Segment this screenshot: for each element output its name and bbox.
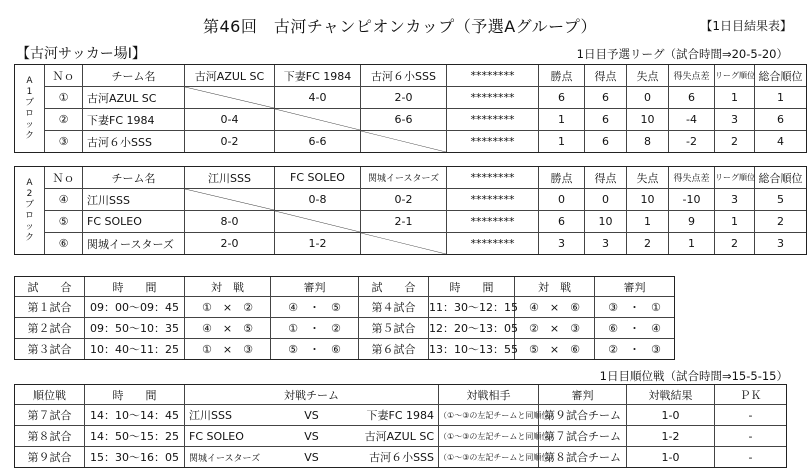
- block-a1-table: [14, 64, 807, 153]
- mask-cell: ********: [447, 189, 539, 211]
- points: 1: [539, 131, 585, 153]
- header-opp2: 下妻FC 1984: [275, 65, 361, 87]
- goal-diff: 6: [669, 87, 715, 109]
- league-rank: 2: [715, 233, 755, 255]
- header-result: 対戦結果: [627, 385, 715, 405]
- referee: ⑤ ・ ⑥: [271, 339, 359, 360]
- overall-rank: 4: [755, 131, 807, 153]
- goals-against: 10: [627, 189, 669, 211]
- league-rank: 3: [715, 189, 755, 211]
- header-time: 時 間: [429, 277, 515, 297]
- match-result: 0-2: [361, 189, 447, 211]
- team-number: ③: [45, 131, 83, 153]
- away-team: 古河AZUL SC: [347, 426, 439, 447]
- referee: 第７試合チーム: [539, 426, 627, 447]
- match-label: 第１試合: [15, 297, 85, 318]
- vs-label: VS: [277, 447, 347, 468]
- league-rank: 1: [715, 211, 755, 233]
- header-goal-diff: 得失点差: [669, 167, 715, 189]
- table-row: [15, 426, 787, 447]
- match-schedule-table: [14, 276, 675, 360]
- table-row: [15, 211, 807, 233]
- header-referee: 審判: [539, 385, 627, 405]
- goals-against: 10: [627, 109, 669, 131]
- header-teams: 対戦チーム: [185, 385, 439, 405]
- home-team: 江川SSS: [185, 405, 277, 426]
- mask-cell: ********: [447, 109, 539, 131]
- header-opponent: 対戦相手: [439, 385, 539, 405]
- referee: 第９試合チーム: [539, 405, 627, 426]
- self-match-cell: [275, 211, 361, 233]
- match-result: 0-2: [185, 131, 275, 153]
- match-time: 15：30～16：05: [85, 447, 185, 468]
- ranking-note: 1日目順位戦（試合時間⇒15-5-15）: [599, 369, 788, 383]
- header-ranking-match: 順位戦: [15, 385, 85, 405]
- header-opp3: 関城イースターズ: [361, 167, 447, 189]
- match-time: 14：10～14：45: [85, 405, 185, 426]
- self-match-cell: [275, 109, 361, 131]
- table-row: [15, 109, 807, 131]
- team-name: 古河６小SSS: [83, 131, 185, 153]
- table-row: [15, 339, 675, 360]
- overall-rank: 3: [755, 233, 807, 255]
- match-result: 0-4: [185, 109, 275, 131]
- match-time: 09：50～10：35: [85, 318, 185, 339]
- goals-for: 6: [585, 87, 627, 109]
- mask-cell: ********: [447, 233, 539, 255]
- pk-result: -: [715, 426, 787, 447]
- overall-rank: 1: [755, 87, 807, 109]
- league-rank: 2: [715, 131, 755, 153]
- goals-against: 0: [627, 87, 669, 109]
- header-time: 時 間: [85, 385, 185, 405]
- header-match: 試 合: [15, 277, 85, 297]
- header-points: 勝点: [539, 65, 585, 87]
- points: 3: [539, 233, 585, 255]
- header-goals-for: 得点: [585, 167, 627, 189]
- match-result: 0-8: [275, 189, 361, 211]
- pairing: ② × ③: [515, 318, 595, 339]
- match-result: 8-0: [185, 211, 275, 233]
- header-time: 時 間: [85, 277, 185, 297]
- header-opp1: 古河AZUL SC: [185, 65, 275, 87]
- goals-against: 2: [627, 233, 669, 255]
- match-result: 4-0: [275, 87, 361, 109]
- self-match-cell: [185, 189, 275, 211]
- away-team: 下妻FC 1984: [347, 405, 439, 426]
- league-rank: 3: [715, 109, 755, 131]
- team-name: 江川SSS: [83, 189, 185, 211]
- match-time: 10：40～11：25: [85, 339, 185, 360]
- header-no: Ｎｏ: [45, 65, 83, 87]
- result-label: 【1日目結果表】: [700, 19, 792, 33]
- team-number: ④: [45, 189, 83, 211]
- match-result: 1-0: [627, 447, 715, 468]
- match-label: 第３試合: [15, 339, 85, 360]
- self-match-cell: [185, 87, 275, 109]
- referee: ③ ・ ①: [595, 297, 675, 318]
- mask-cell: ********: [447, 211, 539, 233]
- header-referee: 審判: [271, 277, 359, 297]
- goals-for: 0: [585, 189, 627, 211]
- ranking-match-table: [14, 384, 787, 468]
- vs-label: VS: [277, 405, 347, 426]
- referee: ② ・ ③: [595, 339, 675, 360]
- pairing: ⑤ × ⑥: [515, 339, 595, 360]
- match-label: 第８試合: [15, 426, 85, 447]
- header-overall-rank: 総合順位: [755, 65, 807, 87]
- goals-for: 6: [585, 109, 627, 131]
- goal-diff: -4: [669, 109, 715, 131]
- opponent-note: （①～③の左記チームと同順位）: [439, 405, 539, 426]
- mask-cell: ********: [447, 131, 539, 153]
- league-rank: 1: [715, 87, 755, 109]
- referee: ① ・ ②: [271, 318, 359, 339]
- referee: 第８試合チーム: [539, 447, 627, 468]
- vs-label: VS: [277, 426, 347, 447]
- goals-against: 1: [627, 211, 669, 233]
- goal-diff: -10: [669, 189, 715, 211]
- points: 6: [539, 87, 585, 109]
- away-team: 古河６小SSS: [347, 447, 439, 468]
- opponent-note: （①～③の左記チームと同順位）: [439, 447, 539, 468]
- points: 6: [539, 211, 585, 233]
- pk-result: -: [715, 405, 787, 426]
- block-a2-table: [14, 166, 807, 255]
- team-number: ⑤: [45, 211, 83, 233]
- home-team: FC SOLEO: [185, 426, 277, 447]
- match-time: 09：00～09：45: [85, 297, 185, 318]
- match-label: 第６試合: [359, 339, 429, 360]
- team-number: ①: [45, 87, 83, 109]
- team-number: ⑥: [45, 233, 83, 255]
- table-row: [15, 233, 807, 255]
- self-match-cell: [361, 131, 447, 153]
- header-pk: ＰＫ: [715, 385, 787, 405]
- team-name: 下妻FC 1984: [83, 109, 185, 131]
- goal-diff: -2: [669, 131, 715, 153]
- header-goals-for: 得点: [585, 65, 627, 87]
- header-goals-against: 失点: [627, 167, 669, 189]
- goal-diff: 1: [669, 233, 715, 255]
- match-label: 第４試合: [359, 297, 429, 318]
- pairing: ④ × ⑤: [185, 318, 271, 339]
- team-name: FC SOLEO: [83, 211, 185, 233]
- match-result: 1-2: [275, 233, 361, 255]
- table-row: [15, 318, 675, 339]
- mask-cell: ********: [447, 87, 539, 109]
- match-label: 第７試合: [15, 405, 85, 426]
- header-overall-rank: 総合順位: [755, 167, 807, 189]
- goals-against: 8: [627, 131, 669, 153]
- match-result: 1-2: [627, 426, 715, 447]
- goals-for: 10: [585, 211, 627, 233]
- opponent-note: （①～③の左記チームと同順位）: [439, 426, 539, 447]
- table-row: [15, 405, 787, 426]
- header-mask: ********: [447, 65, 539, 87]
- overall-rank: 5: [755, 189, 807, 211]
- pk-result: -: [715, 447, 787, 468]
- match-time: 14：50～15：25: [85, 426, 185, 447]
- match-result: 1-0: [627, 405, 715, 426]
- overall-rank: 2: [755, 211, 807, 233]
- match-result: 2-1: [361, 211, 447, 233]
- points: 0: [539, 189, 585, 211]
- referee: ④ ・ ⑤: [271, 297, 359, 318]
- pairing: ① × ③: [185, 339, 271, 360]
- header-team: チーム名: [83, 167, 185, 189]
- header-no: Ｎｏ: [45, 167, 83, 189]
- home-team: 関城イースターズ: [185, 447, 277, 468]
- goals-for: 3: [585, 233, 627, 255]
- block-label: A1ブロック: [15, 65, 45, 153]
- header-mask: ********: [447, 167, 539, 189]
- pairing: ① × ②: [185, 297, 271, 318]
- table-row: [15, 447, 787, 468]
- match-result: 2-0: [185, 233, 275, 255]
- match-time: 11：30～12：15: [429, 297, 515, 318]
- venue-label: 【古河サッカー場Ⅰ】: [16, 46, 146, 62]
- match-time: 12：20～13：05: [429, 318, 515, 339]
- header-league-rank: リーグ順位: [715, 65, 755, 87]
- team-name: 関城イースターズ: [83, 233, 185, 255]
- header-pairing: 対 戦: [185, 277, 271, 297]
- team-name: 古河AZUL SC: [83, 87, 185, 109]
- overall-rank: 6: [755, 109, 807, 131]
- team-number: ②: [45, 109, 83, 131]
- self-match-cell: [361, 233, 447, 255]
- header-points: 勝点: [539, 167, 585, 189]
- header-opp1: 江川SSS: [185, 167, 275, 189]
- points: 1: [539, 109, 585, 131]
- header-team: チーム名: [83, 65, 185, 87]
- header-goal-diff: 得失点差: [669, 65, 715, 87]
- match-result: 6-6: [275, 131, 361, 153]
- header-referee: 審判: [595, 277, 675, 297]
- match-result: 2-0: [361, 87, 447, 109]
- match-result: 6-6: [361, 109, 447, 131]
- schedule-note: 1日目予選リーグ（試合時間⇒20-5-20）: [576, 47, 788, 61]
- match-label: 第９試合: [15, 447, 85, 468]
- match-label: 第５試合: [359, 318, 429, 339]
- table-row: [15, 131, 807, 153]
- goal-diff: 9: [669, 211, 715, 233]
- page-title: 第46回 古河チャンピオンカップ（予選Aグループ）: [202, 17, 598, 36]
- header-match: 試 合: [359, 277, 429, 297]
- header-goals-against: 失点: [627, 65, 669, 87]
- referee: ⑥ ・ ④: [595, 318, 675, 339]
- header-opp2: FC SOLEO: [275, 167, 361, 189]
- pairing: ④ × ⑥: [515, 297, 595, 318]
- table-row: [15, 87, 807, 109]
- table-row: [15, 189, 807, 211]
- match-label: 第２試合: [15, 318, 85, 339]
- block-label: A2ブロック: [15, 167, 45, 255]
- header-league-rank: リーグ順位: [715, 167, 755, 189]
- table-row: [15, 297, 675, 318]
- goals-for: 6: [585, 131, 627, 153]
- match-time: 13：10～13：55: [429, 339, 515, 360]
- header-pairing: 対 戦: [515, 277, 595, 297]
- header-opp3: 古河６小SSS: [361, 65, 447, 87]
